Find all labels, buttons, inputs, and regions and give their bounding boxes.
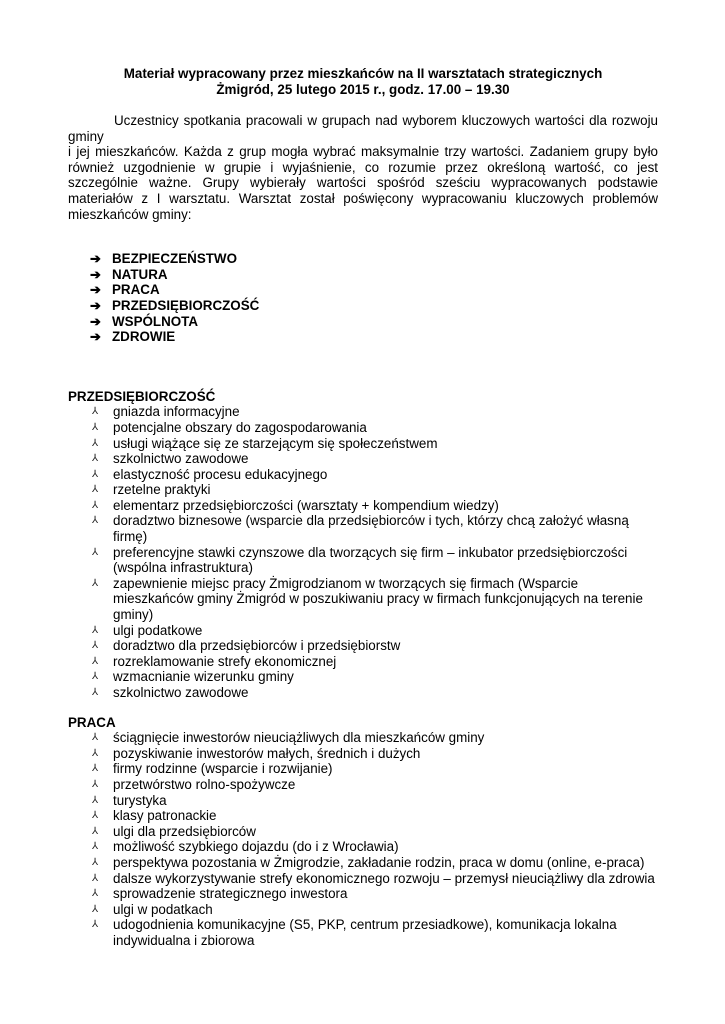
list-item-text: preferencyjne stawki czynszowe dla tworzących się firm – inkubator przedsiębiorczości (wspólna infrastruktura)	[113, 544, 628, 576]
compass-bullet-icon: ⅄	[92, 825, 99, 837]
list-item	[92, 839, 658, 855]
list-item	[92, 855, 658, 871]
compass-bullet-icon: ⅄	[92, 546, 99, 558]
compass-bullet-icon: ⅄	[92, 640, 99, 652]
list-item	[92, 404, 658, 420]
list-item-text: zapewnienie miejsc pracy Żmigrodzianom w tworzących się firmach (Wsparcie mieszkańców gminy Żmigród w poszukiwaniu pracy w firmach funkcjonujących na terenie gminy)	[113, 575, 643, 623]
document-page	[68, 66, 658, 949]
list-item	[92, 669, 658, 685]
list-item-text: elastyczność procesu edukacyjnego	[113, 466, 328, 482]
compass-bullet-icon: ⅄	[92, 655, 99, 667]
key-value-label: NATURA	[112, 266, 168, 282]
list-item-text: ulgi w podatkach	[113, 901, 213, 917]
arrow-right-icon: ➔	[90, 266, 101, 282]
compass-bullet-icon: ⅄	[92, 888, 99, 900]
list-item	[92, 467, 658, 483]
compass-bullet-icon: ⅄	[92, 856, 99, 868]
document-title-line-2: Żmigród, 25 lutego 2015 r., godz. 17.00 – 19.30	[216, 82, 510, 97]
list-item-text: doradztwo dla przedsiębiorców i przedsiębiorstw	[113, 638, 401, 654]
arrow-right-icon: ➔	[90, 313, 101, 329]
list-item	[92, 638, 658, 654]
list-item	[92, 761, 658, 777]
list-item	[92, 777, 658, 793]
section-item-list	[68, 730, 658, 948]
key-values-list	[68, 251, 658, 345]
compass-bullet-icon: ⅄	[92, 747, 99, 759]
section-title: PRZEDSIĘBIORCZOŚĆ	[68, 388, 216, 404]
compass-bullet-icon: ⅄	[92, 499, 99, 511]
sections-container	[68, 389, 658, 949]
list-item	[92, 824, 658, 840]
compass-bullet-icon: ⅄	[92, 841, 99, 853]
list-item	[92, 808, 658, 824]
arrow-right-icon: ➔	[90, 282, 101, 298]
intro-text	[68, 113, 658, 222]
list-item-text: szkolnictwo zawodowe	[113, 685, 249, 700]
compass-bullet-icon: ⅄	[92, 484, 99, 496]
list-item	[92, 793, 658, 809]
key-value-item	[90, 314, 658, 330]
key-value-item	[90, 282, 658, 298]
list-item	[92, 482, 658, 498]
compass-bullet-icon: ⅄	[92, 872, 99, 884]
list-item-text: szkolnictwo zawodowe	[113, 451, 249, 467]
list-item	[92, 451, 658, 467]
list-item-text: wzmacnianie wizerunku gminy	[113, 669, 294, 685]
list-item-text: turystyka	[113, 792, 167, 808]
list-item-text: ulgi dla przedsiębiorców	[113, 823, 256, 839]
list-item-text: przetwórstwo rolno-spożywcze	[113, 776, 296, 792]
key-value-item	[90, 267, 658, 283]
list-item-text: udogodnienia komunikacyjne (S5, PKP, centrum przesiadkowe), komunikacja lokalna indywidualna i zbiorowa	[113, 917, 617, 948]
list-item	[92, 746, 658, 762]
arrow-right-icon: ➔	[90, 251, 101, 267]
list-item	[92, 498, 658, 514]
list-item	[92, 917, 658, 948]
compass-bullet-icon: ⅄	[92, 687, 99, 698]
key-value-label: BEZPIECZEŃSTWO	[112, 251, 237, 267]
list-item-text: ściągnięcie inwestorów nieuciążliwych dla mieszkańców gminy	[113, 730, 485, 746]
list-item	[92, 685, 658, 701]
compass-bullet-icon: ⅄	[92, 468, 99, 480]
list-item-text: elementarz przedsiębiorczości (warsztaty + kompendium wiedzy)	[113, 497, 499, 513]
list-item-text: rzetelne praktyki	[113, 482, 211, 498]
list-item-text: ulgi podatkowe	[113, 622, 203, 638]
key-value-item	[90, 251, 658, 267]
list-item-text: dalsze wykorzystywanie strefy ekonomicznego rozwoju – przemysł nieuciążliwy dla zdrowia	[113, 870, 655, 886]
list-item-text: rozreklamowanie strefy ekonomicznej	[113, 653, 337, 669]
list-item-text: usługi wiążące się ze starzejącym się społeczeństwem	[113, 435, 438, 451]
compass-bullet-icon: ⅄	[92, 903, 99, 915]
list-item	[92, 871, 658, 887]
list-item	[92, 886, 658, 902]
list-item-text: firmy rodzinne (wsparcie i rozwijanie)	[113, 761, 333, 777]
compass-bullet-icon: ⅄	[92, 453, 99, 465]
list-item-text: pozyskiwanie inwestorów małych, średnich i dużych	[113, 745, 421, 761]
list-item-text: możliwość szybkiego dojazdu (do i z Wrocławia)	[113, 839, 399, 855]
list-item-text: gniazda informacyjne	[113, 404, 240, 420]
key-value-label: PRACA	[112, 282, 160, 298]
list-item	[92, 730, 658, 746]
list-item	[92, 513, 658, 544]
list-item-text: klasy patronackie	[113, 808, 217, 824]
list-item-text: potencjalne obszary do zagospodarowania	[113, 419, 367, 435]
key-value-item	[90, 298, 658, 314]
list-item	[92, 420, 658, 436]
key-value-label: ZDROWIE	[112, 329, 176, 345]
compass-bullet-icon: ⅄	[92, 810, 99, 822]
intro-first-line: Uczestnicy spotkania pracowali w grupach nad wyborem kluczowych wartości dla rozwoju gminy	[68, 113, 658, 144]
list-item-text: doradztwo biznesowe (wsparcie dla przedsiębiorców i tych, którzy chcą założyć własną firmę)	[113, 513, 629, 545]
list-item	[92, 545, 658, 576]
compass-bullet-icon: ⅄	[92, 421, 99, 433]
compass-bullet-icon: ⅄	[92, 437, 99, 449]
compass-bullet-icon: ⅄	[92, 732, 99, 744]
compass-bullet-icon: ⅄	[92, 577, 99, 589]
list-item	[92, 623, 658, 639]
list-item	[92, 436, 658, 452]
compass-bullet-icon: ⅄	[92, 671, 99, 683]
list-item	[92, 654, 658, 670]
compass-bullet-icon: ⅄	[92, 778, 99, 790]
compass-bullet-icon: ⅄	[92, 763, 99, 775]
list-item	[92, 902, 658, 918]
intro-paragraph: i jej mieszkańców. Każda z grup mogła wybrać maksymalnie trzy wartości. Zadaniem grupy było również uzgodnienie w grupie i wyjaśnienie, co rozumie przez określoną wartość, co jest szczególnie ważne. Grupy wybierały wartości spośród sześciu wypracowanych podstawie materiałów z I warsztatu. Warsztat został poświęcony wypracowaniu kluczowych problemów mieszkańców gminy:	[68, 144, 658, 222]
arrow-right-icon: ➔	[90, 297, 101, 313]
section-item-list	[68, 404, 658, 700]
list-item-text: sprowadzenie strategicznego inwestora	[113, 886, 348, 902]
compass-bullet-icon: ⅄	[92, 624, 99, 636]
compass-bullet-icon: ⅄	[92, 794, 99, 806]
compass-bullet-icon: ⅄	[92, 515, 99, 527]
arrow-right-icon: ➔	[90, 329, 101, 345]
list-item	[92, 576, 658, 623]
key-value-label: WSPÓLNOTA	[112, 313, 199, 329]
compass-bullet-icon: ⅄	[92, 919, 99, 931]
document-title-line-1: Materiał wypracowany przez mieszkańców na II warsztatach strategicznych	[123, 66, 603, 81]
list-item-text: perspektywa pozostania w Żmigrodzie, zakładanie rodzin, praca w domu (online, e-praca)	[113, 854, 645, 870]
key-value-label: PRZEDSIĘBIORCZOŚĆ	[112, 297, 260, 313]
key-value-item	[90, 329, 658, 345]
section-title: PRACA	[68, 714, 116, 730]
compass-bullet-icon: ⅄	[92, 406, 99, 418]
